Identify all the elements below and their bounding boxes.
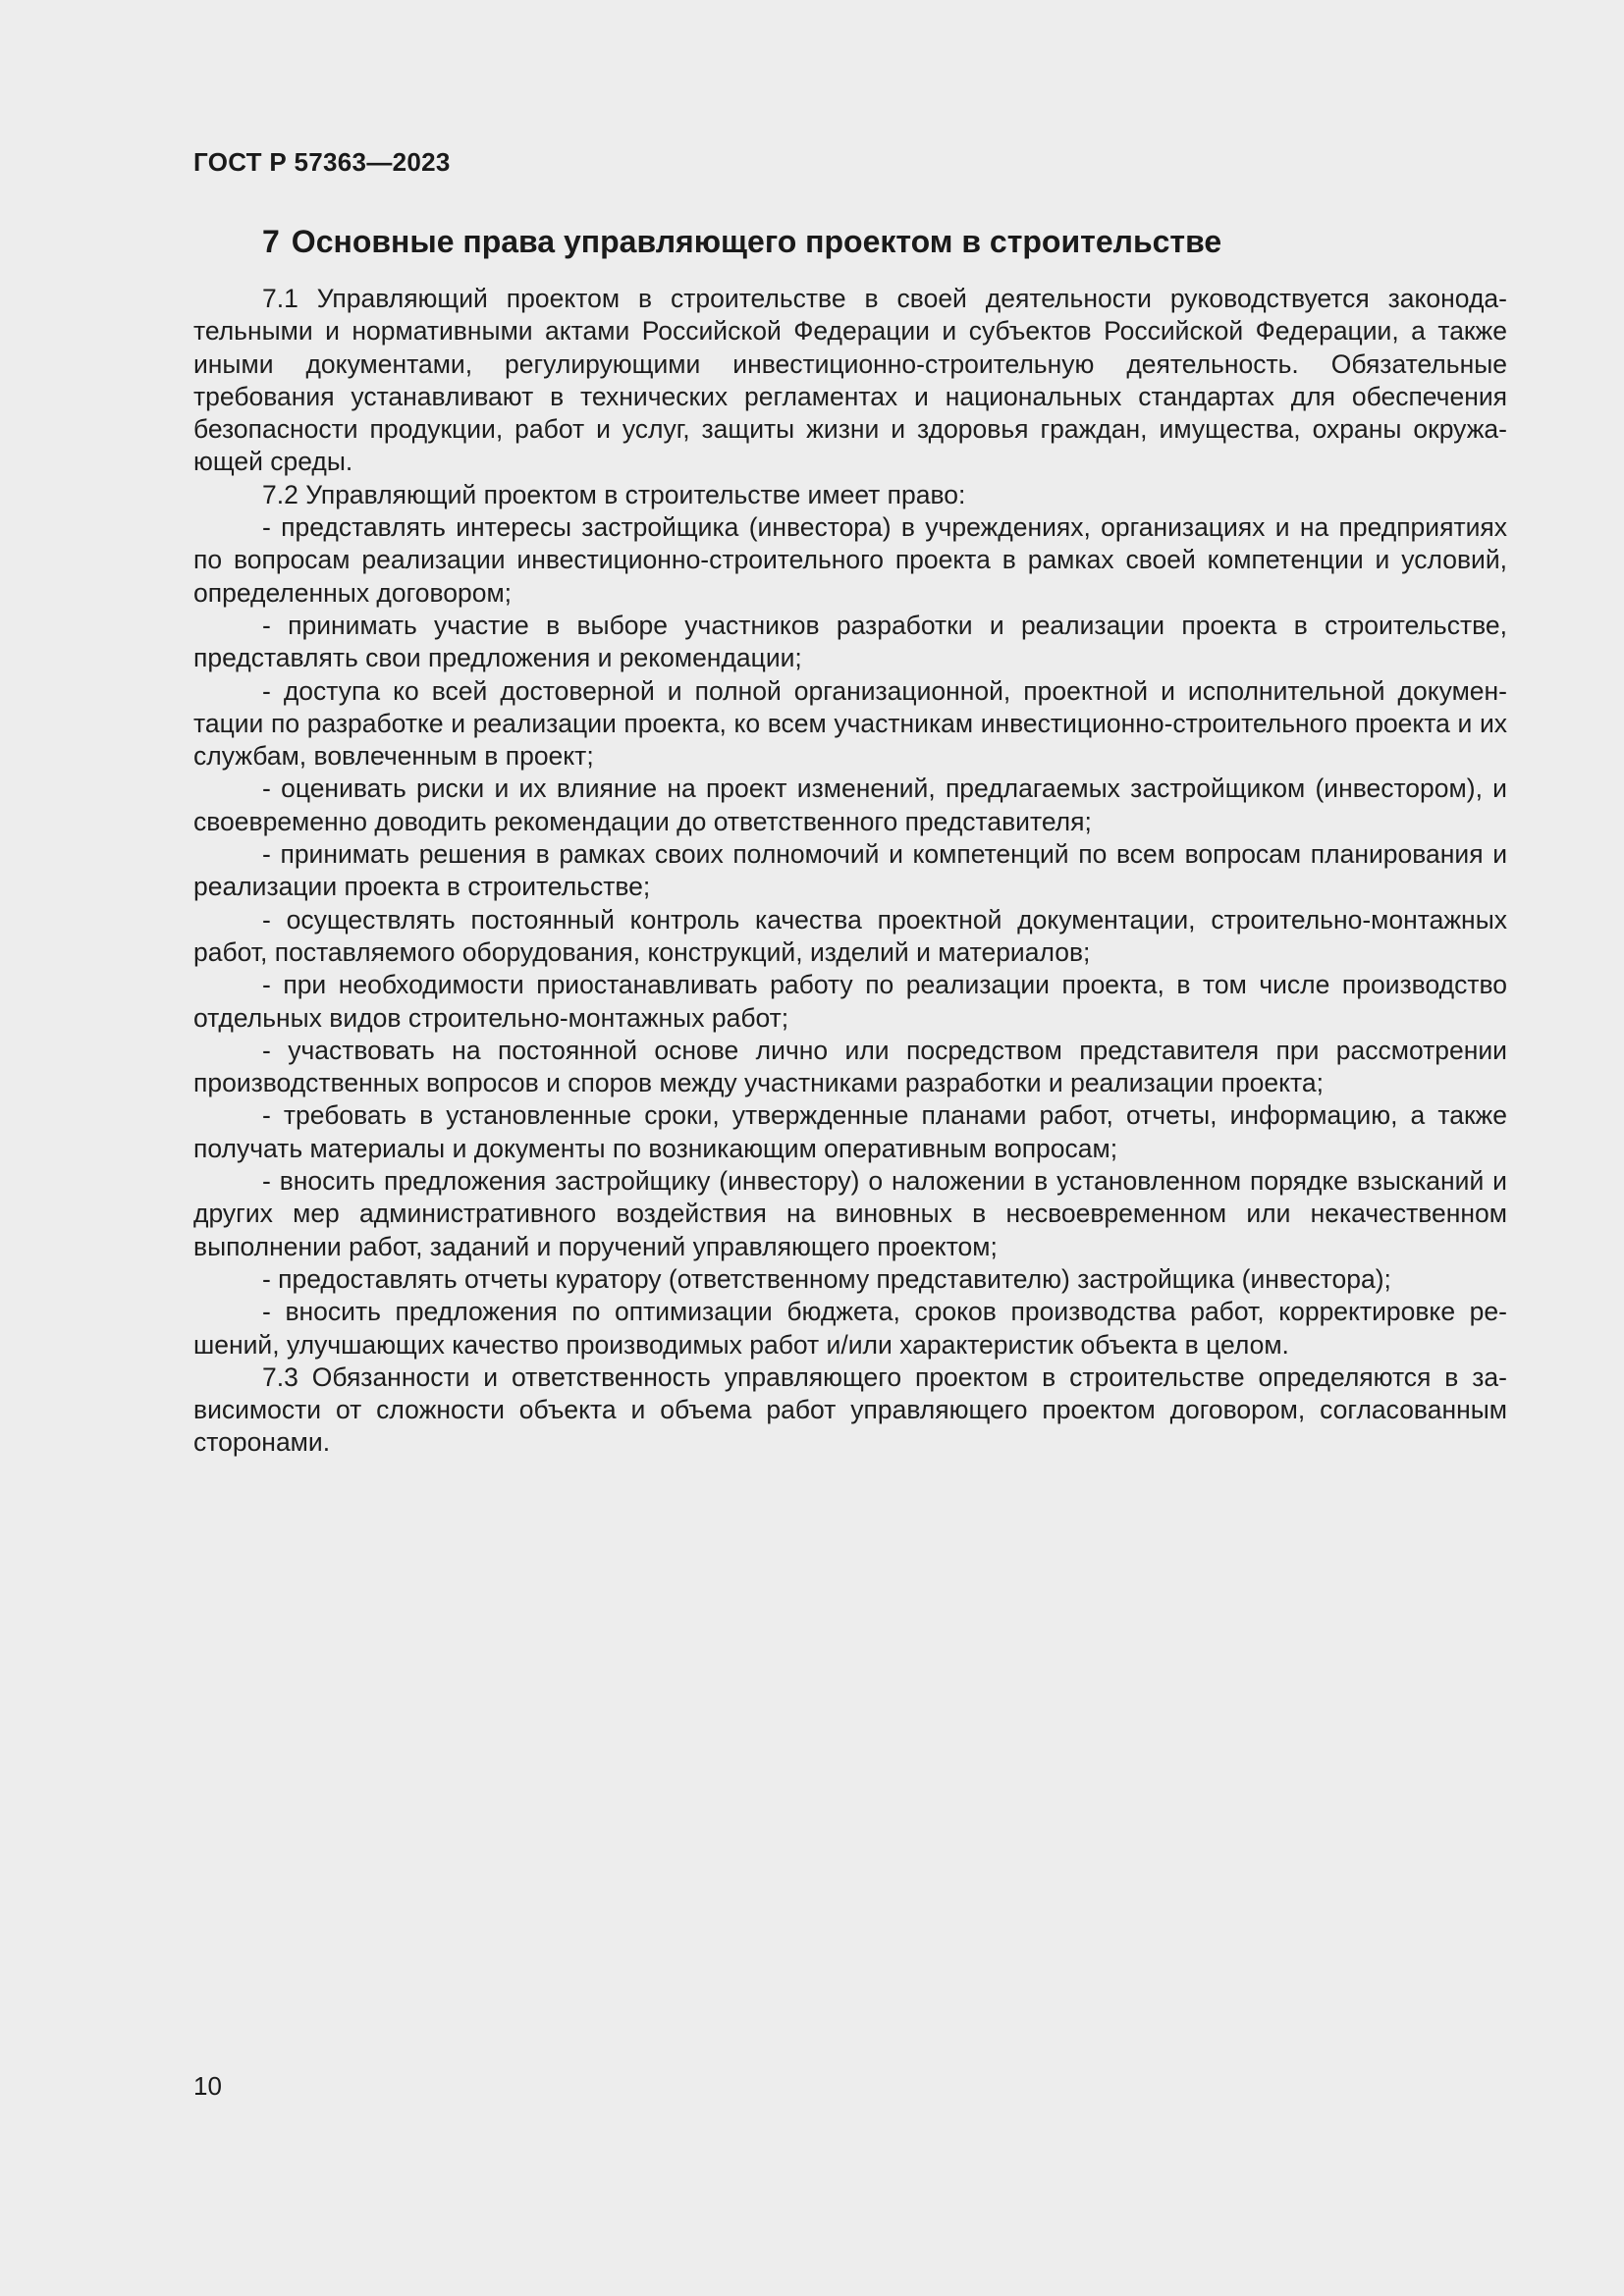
paragraph-7-2: 7.2 Управляющий проектом в строительстве имеет право: — [262, 479, 966, 509]
section-heading — [262, 224, 1221, 260]
paragraph-7-3: 7.3 Обязанности и ответственность управляющего проектом в строительстве определяются в зависимости от сложности объекта и объема работ управляющего проектом договором, согласованным сторонами. — [193, 1362, 1507, 1458]
list-item: - предоставлять отчеты куратору (ответственному представителю) застройщика (инвестора); — [262, 1263, 1391, 1294]
list-item: - требовать в установленные сроки, утвержденные планами работ, отчеты, информацию, а также получать материалы и документы по возникающим оперативным вопросам; — [193, 1100, 1507, 1163]
list-item: - осуществлять постоянный контроль качества проектной документации, строительно-монтажных работ, поставляемого оборудования, конструкций, изделий и материалов; — [193, 904, 1507, 967]
list-item: - принимать участие в выборе участников разработки и реализации проекта в строительстве, представлять свои предложения и рекомендации; — [193, 610, 1507, 673]
list-item: - при необходимости приостанавливать работу по реализации проекта, в том числе производство отдельных видов строительно-монтажных работ; — [193, 970, 1507, 1033]
list-item: - представлять интересы застройщика (инвестора) в учреждениях, организациях и на предприятиях по вопросам реализации инвестиционно-строительного проекта в рамках своей компетенции и условий, определенных договором; — [193, 512, 1507, 608]
paragraph-7-1: 7.1 Управляющий проектом в строительстве в своей деятельности руководствуется законодательными и нормативными актами Российской Федерации и субъектов Российской Федерации, а также иными документами, регулирующими инвестиционно-строительную деятельность. Обязательные требования устанавливают в технических регламентах и национальных стандартах для обеспечения безопасности продукции, работ и услуг, защиты жизни и здоровья граждан, имущества, охраны окружающей среды. — [193, 284, 1507, 477]
list-item: - вносить предложения по оптимизации бюджета, сроков производства работ, корректировке решений, улучшающих качество производимых работ и/или характеристик объекта в целом. — [193, 1297, 1507, 1360]
section-title-text: Основные права управляющего проектом в строительстве — [291, 224, 1222, 259]
list-item: - доступа ко всей достоверной и полной организационной, проектной и исполнительной документации по разработке и реализации проекта, ко всем участникам инвестиционно-строительного проекта и их службам, вовлеченным в проект; — [193, 675, 1507, 772]
list-item: - вносить предложения застройщику (инвестору) о наложении в установленном порядке взысканий и других мер административного воздействия на виновных в несвоевременном или некачественном выполнении работ, заданий и поручений управляющего проектом; — [193, 1166, 1507, 1261]
list-item: - участвовать на постоянной основе лично или посредством представителя при рассмотрении производственных вопросов и споров между участниками разработки и реализации проекта; — [193, 1035, 1507, 1098]
list-item: - оценивать риски и их влияние на проект изменений, предлагаемых застройщиком (инвестором), и своевременно доводить рекомендации до ответственного представителя; — [193, 774, 1507, 836]
section-body — [193, 283, 1507, 1460]
list-item: - принимать решения в рамках своих полномочий и компетенций по всем вопросам планирования и реализации проекта в строительстве; — [193, 839, 1507, 902]
document-header: ГОСТ Р 57363—2023 — [193, 147, 451, 177]
page-number: 10 — [193, 2071, 222, 2101]
section-number: 7 — [262, 224, 280, 259]
